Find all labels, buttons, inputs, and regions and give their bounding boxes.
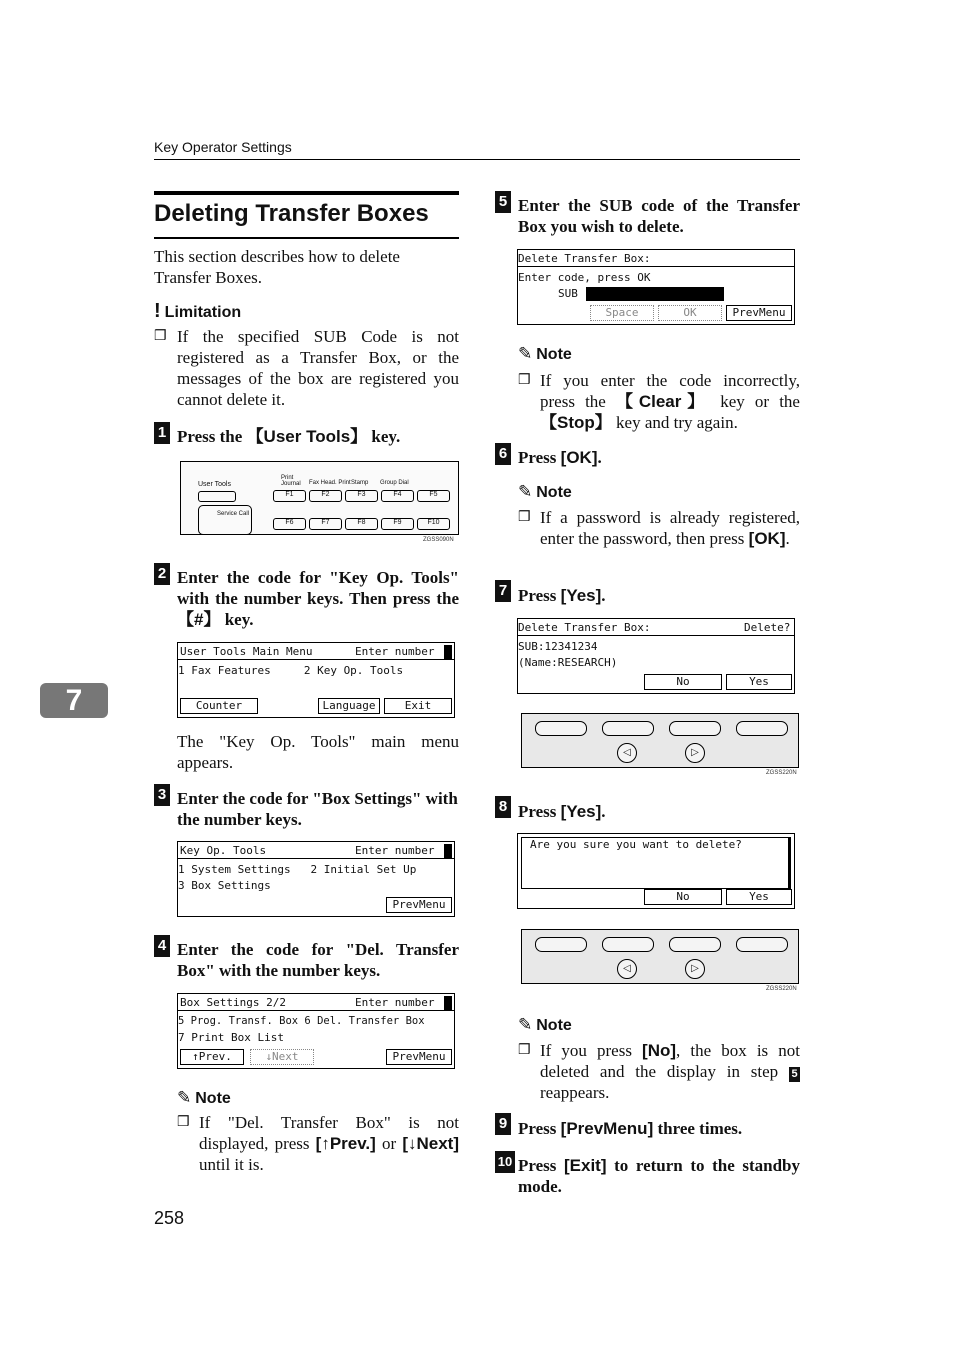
ok-button[interactable]: OK — [658, 305, 722, 321]
step-10-text: Press [Exit] to return to the standby mode. — [518, 1156, 800, 1196]
checkbox-icon: ❒ — [518, 373, 531, 388]
step-3-number: 3 — [154, 784, 170, 806]
note-item: ❒ If you press [No], the box is not deleted and the display in step 5 reappears. — [518, 1041, 800, 1102]
pencil-icon: ✎ — [177, 1088, 192, 1107]
f-key-row-bottom — [273, 518, 451, 530]
pencil-icon: ✎ — [518, 482, 533, 501]
note-item: ❒ If "Del. Transfer Box" is not displayed, press [↑Prev.] or [↓Next] until it is. — [177, 1113, 459, 1174]
intro-text: This section describes how to delete Transfer Boxes. — [154, 247, 400, 287]
prevmenu-button[interactable]: PrevMenu — [726, 305, 792, 321]
f3-key[interactable]: F3 — [345, 490, 378, 502]
figure-code: ZGSS220N — [766, 986, 797, 992]
lcd-user-tools-menu: User Tools Main Menu Enter number 1 Fax Features 2 Key Op. Tools Counter Language Exit — [177, 642, 455, 718]
figure-code: ZGSS220N — [766, 770, 797, 776]
step-9-text: Press [PrevMenu] three times. — [518, 1119, 743, 1138]
checkbox-icon: ❒ — [518, 1043, 531, 1058]
selection-keys-panel — [521, 929, 799, 984]
step-3-text: Enter the code for "Box Settings" with the number keys. — [177, 789, 458, 829]
user-tools-key[interactable] — [198, 491, 236, 502]
right-arrow-icon[interactable]: ▷ — [685, 743, 705, 763]
step-10-number: 10 — [495, 1151, 515, 1173]
note-item: ❒ If a password is already registered, enter the password, then press [OK]. — [518, 508, 800, 548]
pencil-icon: ✎ — [518, 344, 533, 363]
step-7-text: Press [Yes]. — [518, 586, 606, 605]
step-1-text: Press the 【User Tools】 key. — [177, 427, 401, 446]
exit-button[interactable]: Exit — [384, 698, 452, 714]
step-9-number: 9 — [495, 1113, 511, 1135]
language-button[interactable]: Language — [318, 698, 380, 714]
step-5-number: 5 — [495, 191, 511, 213]
step-2-result: The "Key Op. Tools" main menu appears. — [177, 732, 459, 772]
f4-key[interactable]: F4 — [381, 490, 414, 502]
limitation-heading: ! Limitation — [154, 300, 242, 322]
note-heading: ✎ Note — [518, 1015, 572, 1034]
selection-key[interactable] — [669, 937, 721, 952]
pencil-icon: ✎ — [518, 1015, 533, 1034]
step-5-text: Enter the SUB code of the Transfer Box you wish to delete. — [518, 196, 800, 236]
note-heading: ✎ Note — [177, 1088, 231, 1107]
f-key-row-top — [273, 490, 451, 502]
left-arrow-icon[interactable]: ◁ — [617, 959, 637, 979]
step-2-number: 2 — [154, 563, 170, 585]
step-ref-badge: 5 — [789, 1067, 800, 1082]
checkbox-icon: ❒ — [154, 329, 167, 344]
step-8-text: Press [Yes]. — [518, 802, 606, 821]
section-title: Deleting Transfer Boxes — [154, 200, 429, 227]
selection-key[interactable] — [535, 937, 587, 952]
f2-key[interactable]: F2 — [309, 490, 342, 502]
next-button[interactable]: ↓Next — [250, 1049, 314, 1065]
user-tools-panel: User Tools Service Call Print Journal Fax Head. Print Stamp Group Dial F1 F2 F3 F4 F5 F6 F7 F8 F9 F10 — [180, 461, 459, 535]
selection-key[interactable] — [535, 721, 587, 736]
f8-key[interactable]: F8 — [345, 518, 378, 530]
selection-key[interactable] — [736, 721, 788, 736]
f9-key[interactable]: F9 — [381, 518, 414, 530]
lcd-delete-confirm: Delete Transfer Box: Delete? SUB:12341234 (Name:RESEARCH) No Yes — [517, 618, 795, 694]
step-8-number: 8 — [495, 796, 511, 818]
prevmenu-button[interactable]: PrevMenu — [386, 1049, 452, 1065]
selection-key[interactable] — [602, 937, 654, 952]
figure-code: ZGSS090N — [423, 537, 454, 543]
yes-button[interactable]: Yes — [726, 674, 792, 690]
lcd-are-you-sure: Are you sure you want to delete? No Yes — [517, 833, 795, 909]
f10-key[interactable]: F10 — [417, 518, 450, 530]
chapter-tab: 7 — [40, 683, 108, 718]
note-heading: ✎ Note — [518, 344, 572, 363]
note-heading: ✎ Note — [518, 482, 572, 501]
lcd-box-settings: Box Settings 2/2 Enter number 5 Prog. Transf. Box 6 Del. Transfer Box 7 Print Box List ↑Prev. ↓Next PrevMenu — [177, 993, 455, 1069]
page-number: 258 — [154, 1208, 185, 1228]
limitation-item: ❒ If the specified SUB Code is not registered as a Transfer Box, or the messages of the box are registered you cannot delete it. — [154, 327, 459, 409]
selection-key[interactable] — [736, 937, 788, 952]
selection-key[interactable] — [669, 721, 721, 736]
no-button[interactable]: No — [644, 889, 722, 905]
sub-code-input[interactable] — [586, 287, 724, 301]
note-item: ❒ If you enter the code incorrectly, press the 【Clear】 key or the 【Stop】 key and try again. — [518, 371, 800, 432]
checkbox-icon: ❒ — [518, 510, 531, 525]
f7-key[interactable]: F7 — [309, 518, 342, 530]
no-button[interactable]: No — [644, 674, 722, 690]
right-arrow-icon[interactable]: ▷ — [685, 959, 705, 979]
step-1-number: 1 — [154, 422, 170, 444]
service-call-area: Service Call — [198, 505, 252, 535]
counter-button[interactable]: Counter — [180, 698, 258, 714]
step-2-text: Enter the code for "Key Op. Tools" with the number keys. Then press the 【#】 key. — [177, 568, 459, 629]
lcd-title: User Tools Main Menu — [180, 645, 313, 658]
step-4-text: Enter the code for "Del. Transfer Box" with the number keys. — [177, 940, 459, 980]
left-arrow-icon[interactable]: ◁ — [617, 743, 637, 763]
f6-key[interactable]: F6 — [273, 518, 306, 530]
header-rule — [154, 159, 800, 160]
lcd-delete-transfer-box-entry: Delete Transfer Box: Enter code, press OK SUB Space OK PrevMenu — [517, 249, 795, 325]
step-4-number: 4 — [154, 935, 170, 957]
space-button[interactable]: Space — [590, 305, 654, 321]
exclamation-icon: ! — [154, 300, 161, 322]
lcd-key-op-tools: Key Op. Tools Enter number 1 System Settings 2 Initial Set Up 3 Box Settings PrevMenu — [177, 841, 455, 917]
selection-keys-panel — [521, 713, 799, 768]
section-rule-top — [154, 191, 459, 195]
yes-button[interactable]: Yes — [726, 889, 792, 905]
section-rule-bottom — [154, 237, 459, 239]
f1-key[interactable]: F1 — [273, 490, 306, 502]
step-6-number: 6 — [495, 443, 511, 465]
prevmenu-button[interactable]: PrevMenu — [386, 897, 452, 913]
step-7-number: 7 — [495, 580, 511, 602]
prev-button[interactable]: ↑Prev. — [180, 1049, 244, 1065]
f5-key[interactable]: F5 — [417, 490, 450, 502]
selection-key[interactable] — [602, 721, 654, 736]
running-header: Key Operator Settings — [154, 139, 292, 155]
step-6-text: Press [OK]. — [518, 448, 602, 467]
checkbox-icon: ❒ — [177, 1115, 190, 1130]
